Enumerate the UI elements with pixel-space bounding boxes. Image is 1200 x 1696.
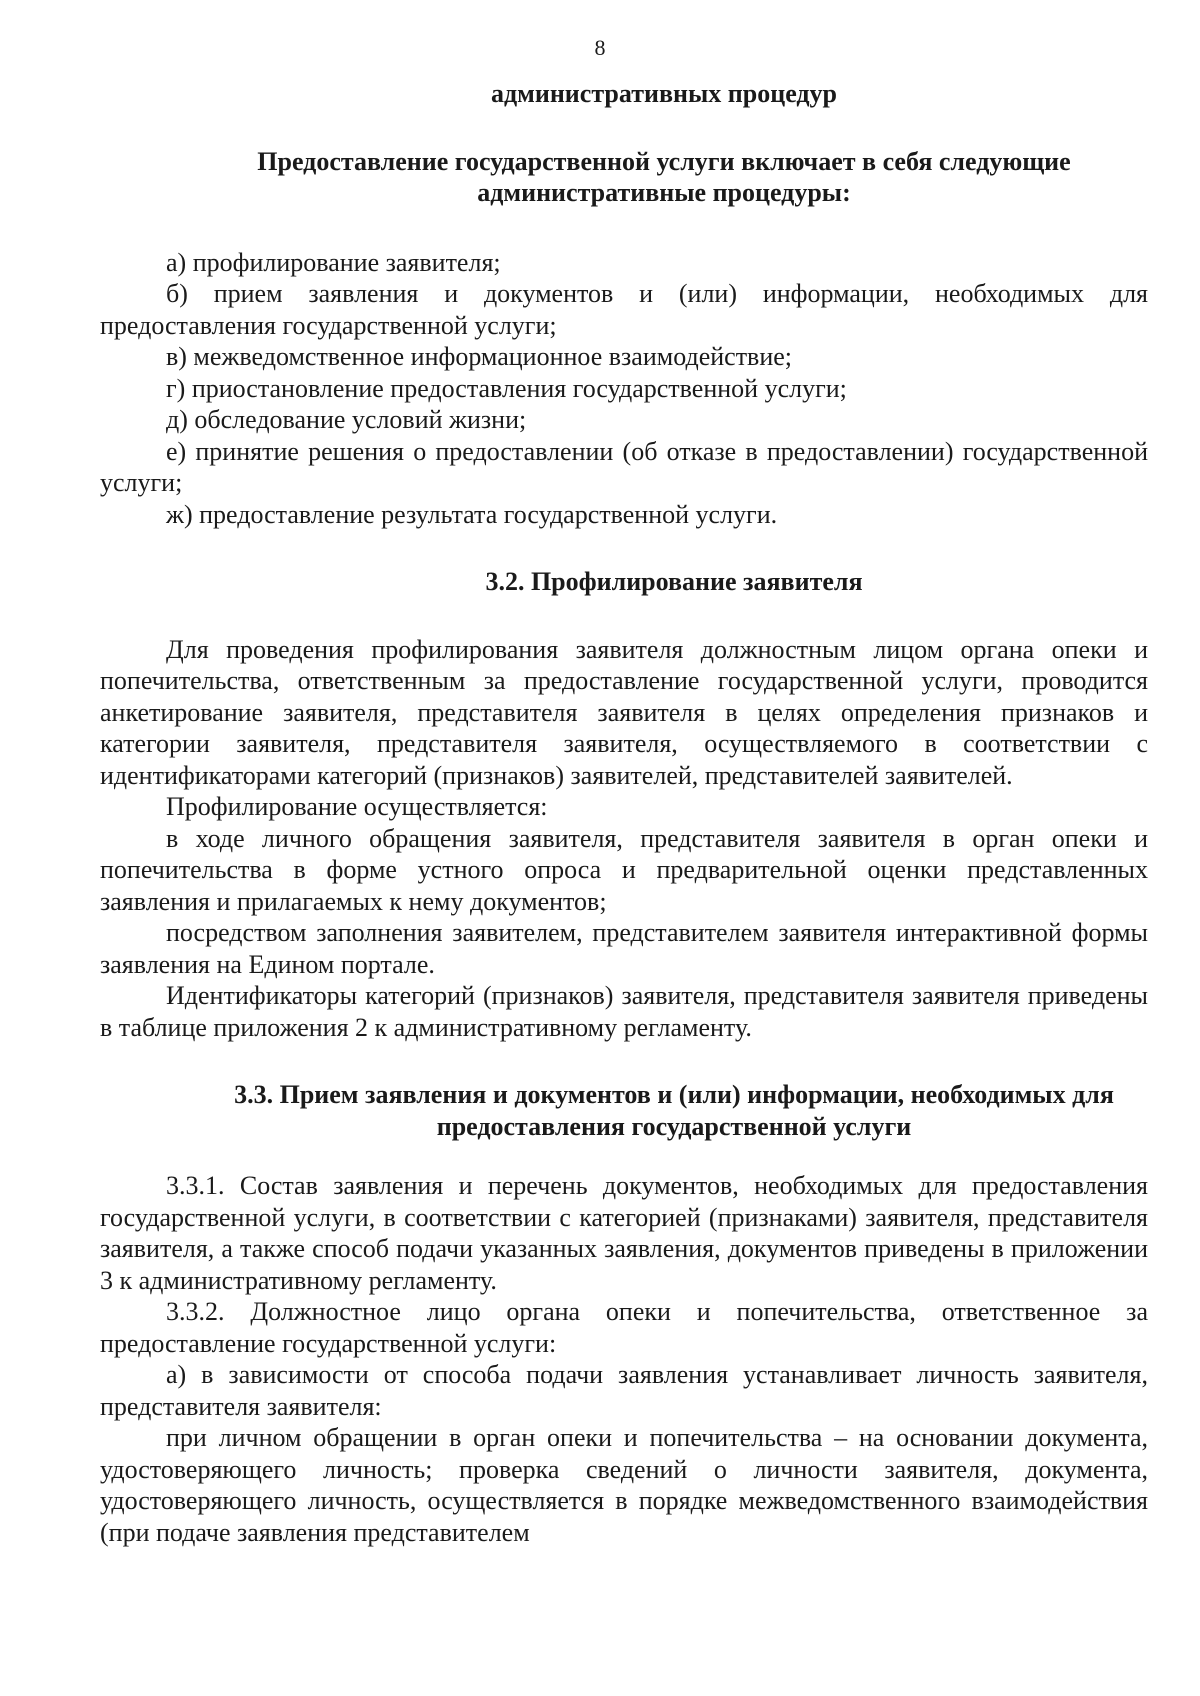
section-3-3-heading: 3.3. Прием заявления и документов и (или) информации, необходимых для предоставления государственной услуги [234,1080,1114,1141]
procedure-item-d: д) обследование условий жизни; [166,405,527,434]
section-3-3-paragraph: 3.3.1. Состав заявления и перечень документов, необходимых для предоставления государственной услуги, в соответствии с категорией (признаками) заявителя, представителя заявителя, а также способ подачи указанных заявления, документов приведены в приложении 3 к административному регламенту. [100,1171,1148,1295]
section-3-2-paragraph: Профилирование осуществляется: [166,792,548,821]
procedure-item-a: а) профилирование заявителя; [166,247,501,277]
procedure-item-v: в) межведомственное информационное взаимодействие; [166,342,793,371]
section-3-2-paragraph: посредством заполнения заявителем, представителем заявителя интерактивной формы заявления на Едином портале. [100,918,1148,979]
procedure-item-g: г) приостановление предоставления государственной услуги; [166,373,847,403]
procedure-item-e: е) принятие решения о предоставлении (об отказе в предоставлении) государственной услуги; [100,436,1148,497]
page-number: 8 [594,35,606,60]
section-3-2-paragraph: в ходе личного обращения заявителя, представителя заявителя в орган опеки и попечительства в форме устного опроса и предварительной оценки представленных заявления и прилагаемых к нему документов; [100,823,1148,916]
section-3-3-body [100,1170,1148,1548]
section-3-2-paragraph: Для проведения профилирования заявителя должностным лицом органа опеки и попечительства, ответственным за предоставление государственной услуги, проводится анкетирование заявителя, представителя заявителя в целях определения признаков и категории заявителя, представителя заявителя, осуществляемого в соответствии с идентификаторами категорий (признаков) заявителей, представителей заявителей. [100,634,1148,790]
section-title-tail: административных процедур [490,79,838,108]
section-3-2-heading: 3.2. Профилирование заявителя [485,567,863,596]
page-content [100,78,1148,1548]
procedures-intro-heading: Предоставление государственной услуги включает в себя следующие административные процедуры: [257,146,1071,207]
section-3-3-paragraph: при личном обращении в орган опеки и попечительства – на основании документа, удостоверяющего личность; проверка сведений о личности заявителя, документа, удостоверяющего личность, осуществляется в порядке межведомственного взаимодействия (при подаче заявления представителем [100,1423,1148,1547]
procedures-list [100,247,1148,531]
section-3-2-paragraph: Идентификаторы категорий (признаков) заявителя, представителя заявителя приведены в таблице приложения 2 к административному регламенту. [100,981,1148,1042]
section-3-3-paragraph: а) в зависимости от способа подачи заявления устанавливает личность заявителя, представителя заявителя: [100,1360,1148,1421]
section-3-3-paragraph: 3.3.2. Должностное лицо органа опеки и попечительства, ответственное за предоставление государственной услуги: [100,1297,1148,1358]
procedure-item-zh: ж) предоставление результата государственной услуги. [166,499,778,529]
procedure-item-b: б) прием заявления и документов и (или) информации, необходимых для предоставления государственной услуги; [100,279,1148,340]
section-3-2-body [100,634,1148,1044]
